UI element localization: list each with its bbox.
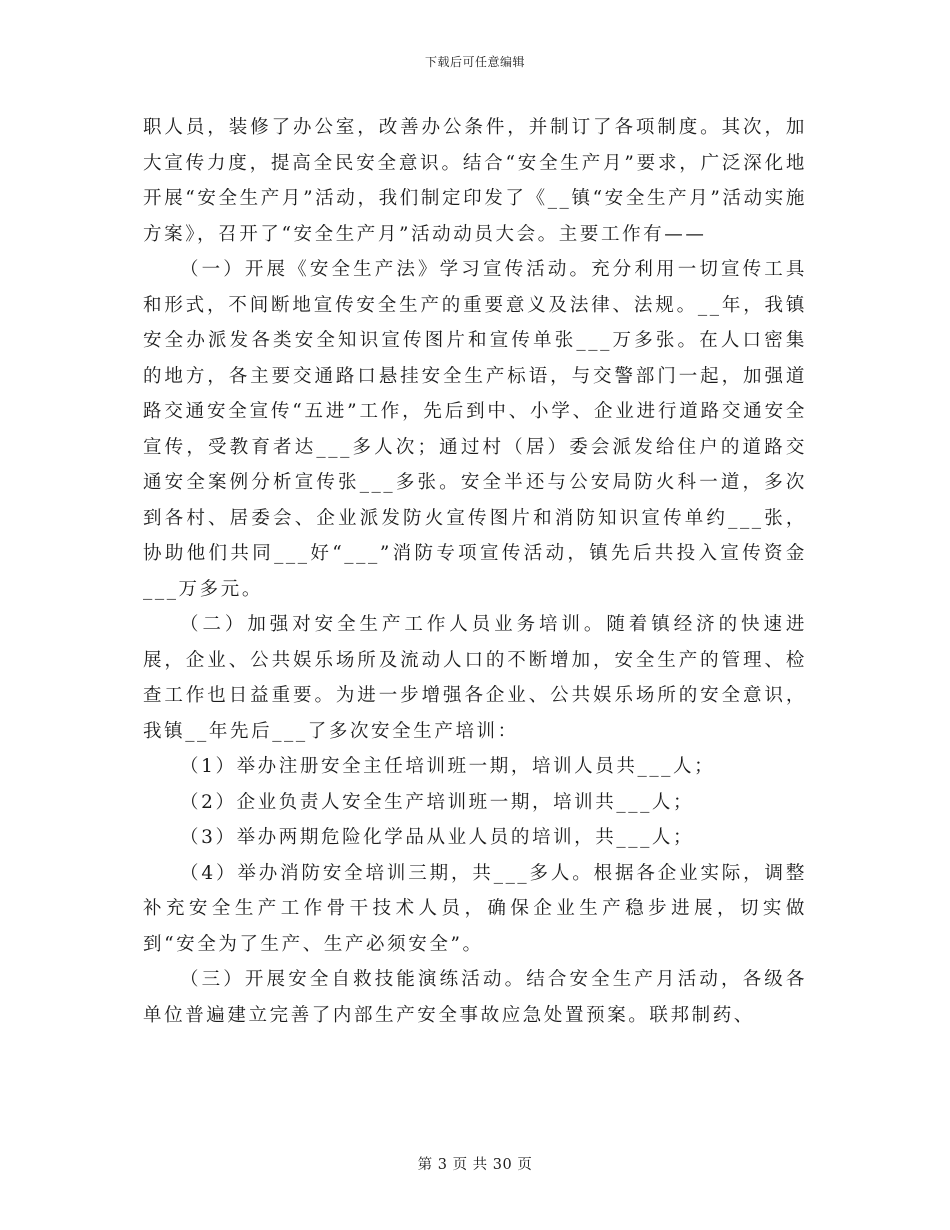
- paragraph-2: （一）开展《安全生产法》学习宣传活动。充分利用一切宣传工具和形式，不间断地宣传安全生产的重要意义及法律、法规。__年，我镇安全办派发各类安全知识宣传图片和宣传单张___万多张。在人口密集的地方，各主要交通路口悬挂安全生产标语，与交警部门一起，加强道路交通安全宣传“五进”工作，先后到中、小学、企业进行道路交通安全宣传，受教育者达___多人次；通过村（居）委会派发给住户的道路交通安全案例分析宣传张___多张。安全半还与公安局防火科一道，多次到各村、居委会、企业派发防火宣传图片和消防知识宣传单约___张，协助他们共同___好“___”消防专项宣传活动，镇先后共投入宣传资金___万多元。: [143, 259, 807, 600]
- list-item-3: （3）举办两期危险化学品从业人员的培训，共___人；: [180, 827, 695, 848]
- list-item-1: （1）举办注册安全主任培训班一期，培训人员共___人；: [180, 756, 716, 777]
- page-number: 第 3 页 共 30 页: [417, 1157, 533, 1173]
- paragraph-4: （三）开展安全自救技能演练活动。结合安全生产月活动，各级各单位普遍建立完善了内部生产安全事故应急处置预案。联邦制药、: [143, 969, 807, 1026]
- list-item-4: （4）举办消防安全培训三期，共___多人。根据各企业实际，调整补充安全生产工作骨干技术人员，确保企业生产稳步进展，切实做到“安全为了生产、生产必须安全”。: [143, 862, 807, 955]
- page-header-note: 下载后可任意编辑: [424, 55, 525, 69]
- paragraph-1: 职人员，装修了办公室，改善办公条件，并制订了各项制度。其次，加大宣传力度，提高全民安全意识。结合“安全生产月”要求，广泛深化地开展“安全生产月”活动，我们制定印发了《__镇“安全生产月”活动实施方案》，召开了“安全生产月”活动动员大会。主要工作有——: [143, 117, 807, 245]
- paragraph-3: （二）加强对安全生产工作人员业务培训。随着镇经济的快速进展，企业、公共娱乐场所及流动人口的不断增加，安全生产的管理、检查工作也日益重要。为进一步增强各企业、公共娱乐场所的安全意识，我镇__年先后___了多次安全生产培训：: [143, 614, 807, 742]
- list-item-2: （2）企业负责人安全生产培训班一期，培训共___人；: [180, 791, 695, 813]
- document-body: [143, 110, 807, 1033]
